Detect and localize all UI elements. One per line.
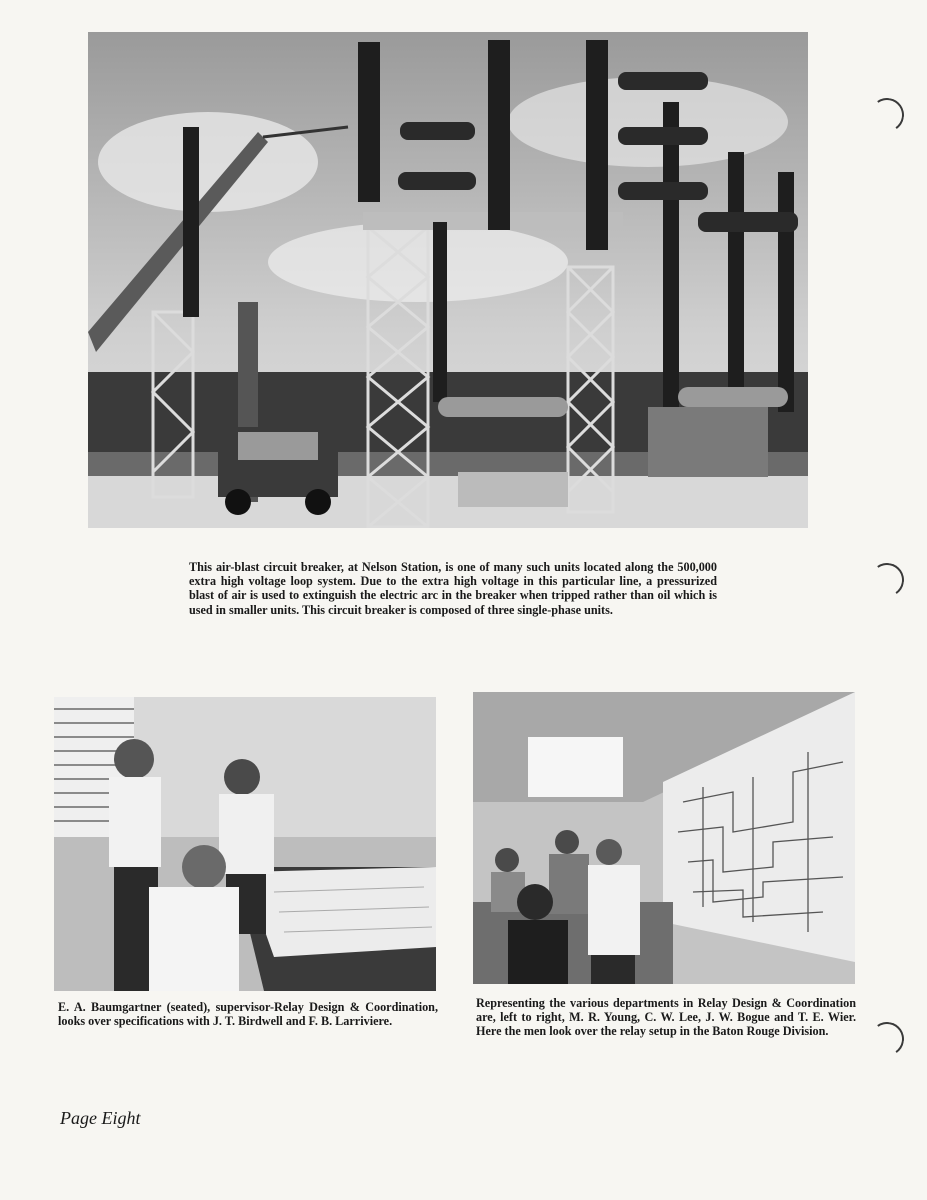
binder-hole-icon — [867, 560, 906, 599]
circuit-breaker-caption: This air-blast circuit breaker, at Nelson Station, is one of many such units located along the 500,000 extra high voltage loop system. Due to the extra high voltage in this particular line, a pressurized blast of air is used to extinguish the electric arc in the breaker when tripped rather than oil which is used in smaller units. This circuit breaker is composed of three single-phase units. — [189, 560, 717, 617]
circuit-breaker-photo — [88, 32, 808, 528]
relay-setup-photo — [473, 692, 855, 984]
binder-hole-icon — [867, 1019, 906, 1058]
relay-setup-caption: Representing the various departments in Relay Design & Coordination are, left to right, M. R. Young, C. W. Lee, J. W. Bogue and T. E. Wier. Here the men look over the relay setup in the Baton Rouge Division. — [476, 996, 856, 1039]
page-number: Page Eight — [60, 1108, 141, 1128]
specifications-review-photo — [54, 697, 436, 991]
specifications-review-caption: E. A. Baumgartner (seated), supervisor-Relay Design & Coordination, looks over specifications with J. T. Birdwell and F. B. Larriviere. — [58, 1000, 438, 1029]
binder-hole-icon — [867, 95, 906, 134]
